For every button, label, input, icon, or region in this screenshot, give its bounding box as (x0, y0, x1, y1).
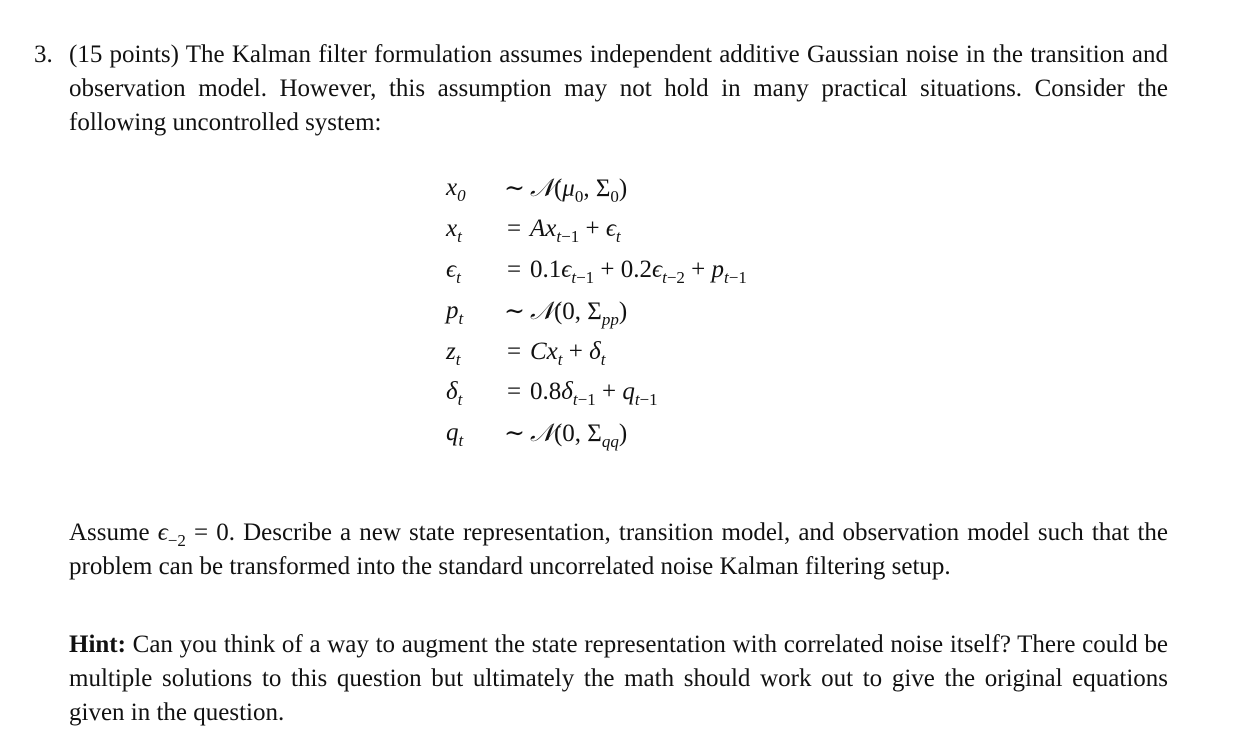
equation-relation: = (506, 337, 522, 365)
equation-block (446, 168, 747, 454)
equation-rhs: $0.8\delta_{t-1} + q_{t-1}$ (530, 378, 658, 410)
equation-lhs: $\delta_t$ (446, 378, 463, 410)
equation-row (446, 331, 747, 372)
problem-intro: (15 points) The Kalman filter formulation assumes independent additive Gaussian noise in the transition and observation model. However, this assumption may not hold in many practical situations. Consider the following uncontrolled system: (69, 41, 1168, 136)
equation-row (446, 250, 747, 291)
equation-row (446, 290, 747, 331)
equation-relation: = (506, 378, 522, 406)
equation-relation: ∼ (504, 175, 525, 203)
equation-relation: ∼ (504, 420, 525, 448)
equation-relation: = (506, 255, 522, 283)
equation-rhs: $Cx_t + \delta_t$ (530, 337, 606, 369)
problem-statement (34, 38, 1168, 140)
equation-row (446, 413, 747, 454)
equation-lhs: $q_t$ (446, 419, 464, 451)
equation-rhs: $0.1\epsilon_{t-1} + 0.2\epsilon_{t-2} + p_{t-1}$ (530, 255, 747, 287)
equation-row (446, 372, 747, 413)
equation-rhs: $Ax_{t-1} + \epsilon_t$ (530, 215, 621, 247)
equation-lhs: $x_t$ (446, 215, 462, 247)
equation-rhs: 𝒩(0, $\Sigma_{pp}$) (530, 295, 628, 329)
equation-rhs: 𝒩(0, $\Sigma_{qq}$) (530, 418, 628, 452)
equation-row (446, 209, 747, 250)
equation-lhs: $\epsilon_t$ (446, 255, 461, 287)
hint-paragraph (69, 628, 1168, 730)
equation-lhs: $x_0$ (446, 174, 466, 206)
equation-lhs: $z_t$ (446, 337, 461, 369)
equation-relation: = (506, 215, 522, 243)
hint-text: Can you think of a way to augment the state representation with correlated noise itself? There could be multiple solutions to this question but ultimately the math should work out to give the original equations given in the question. (69, 631, 1168, 726)
hint-label: Hint: (69, 631, 126, 658)
equation-relation: ∼ (504, 297, 525, 325)
equation-lhs: $p_t$ (446, 296, 464, 328)
problem-number: 3. (34, 41, 53, 68)
equation-rhs: $𝒩(\mu_0$, $\Sigma_0$) (530, 173, 628, 207)
equation-row (446, 168, 747, 209)
assumption-paragraph: Assume $\epsilon_{-2} = 0$. Describe a new state representation, transition model, and observation model such that the problem can be transformed into the standard uncorrelated noise Kalman filtering setup. (69, 519, 1168, 580)
